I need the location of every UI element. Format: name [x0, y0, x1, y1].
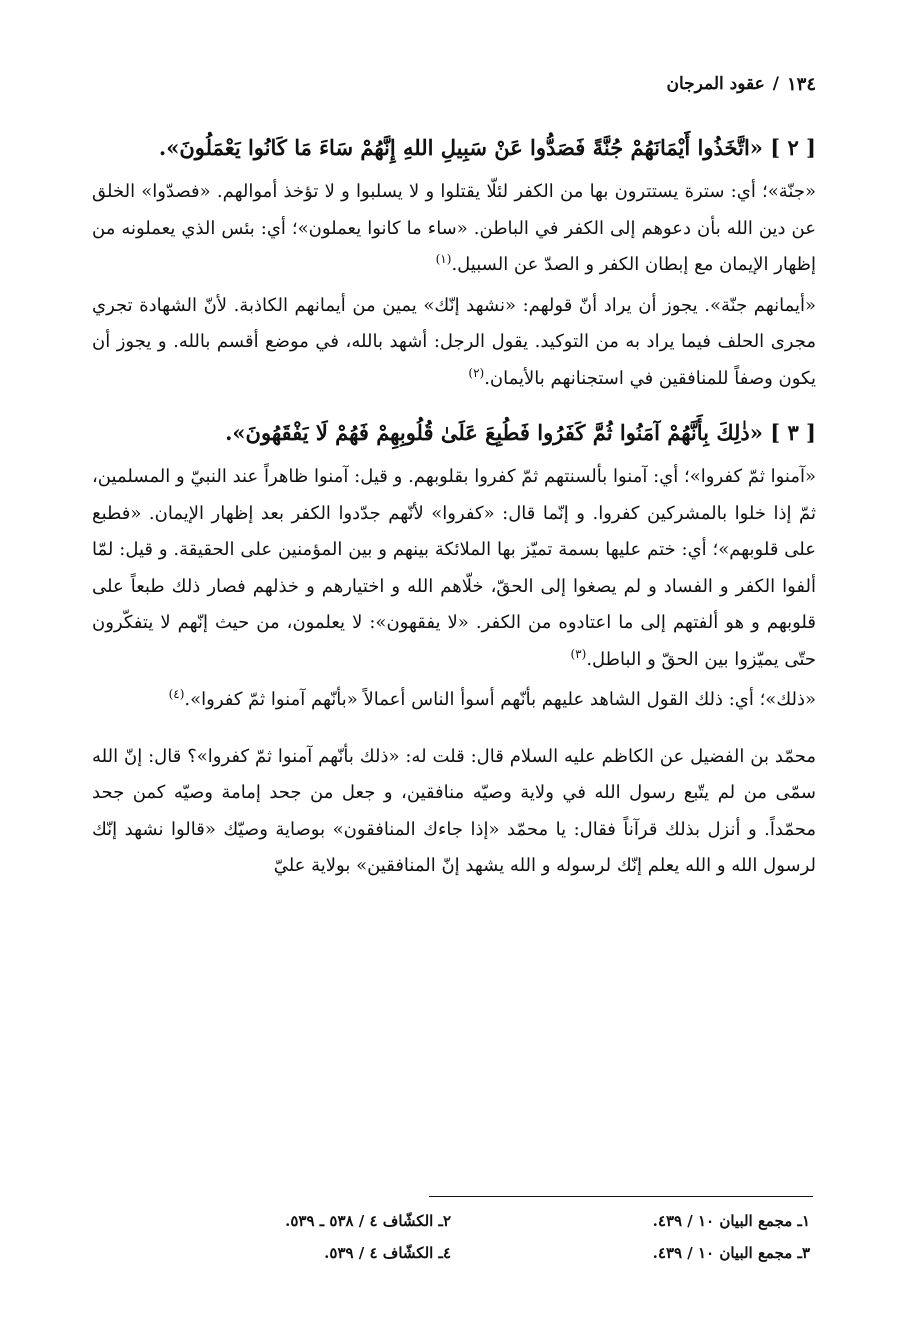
verse-3-heading: [ ٣ ] «ذٰلِكَ بِأَنَّهُمْ آمَنُوا ثُمَّ كَفَرُوا فَطُبِعَ عَلَىٰ قُلُوبِهِمْ فَهُمْ لَا يَفْقَهُونَ». [225, 420, 816, 445]
running-header [92, 74, 816, 95]
footnote-ref-2: (٢) [468, 365, 485, 380]
verse-2-heading: [ ٢ ] «اتَّخَذُوا أَيْمَانَهُمْ جُنَّةً فَصَدُّوا عَنْ سَبِيلِ اللهِ إِنَّهُمْ سَاءَ مَا كَانُوا يَعْمَلُونَ». [158, 135, 816, 160]
footnote-3: ٣ـ مجمع البيان ١٠ / ٤٣٩. [652, 1244, 810, 1262]
footnote-ref-1: (١) [435, 252, 452, 266]
commentary-text: «ذلك»؛ أي: ذلك القول الشاهد عليهم بأنّهم أسوأ الناس أعمالاً «بأنّهم آمنوا ثمّ كفروا». [184, 689, 816, 710]
commentary-paragraph [92, 288, 816, 398]
footnote-2: ٢ـ الكشّاف ٤ / ٥٣٨ ـ ٥٣٩. [285, 1212, 451, 1230]
commentary-paragraph [92, 682, 816, 719]
commentary-text: «آمنوا ثمّ كفروا»؛ أي: آمنوا بألسنتهم ثمّ كفروا بقلوبهم. و قيل: آمنوا ظاهراً عند النبيّ و المسلمين، ثمّ إذا خلوا بالمشركين كفروا. و إنّما قال: «كفروا» لأنّهم جدّدوا الكفر بعد إظهار الإيمان. «فطبع على قلوبهم»؛ أي: ختم عليها بسمة تميّز بها الملائكة بينهم و بين المؤمنين على الحقيقة. و قيل: لمّا ألفوا الكفر و الفساد و لم يصغوا إلى الحقّ، خلّاهم الله و اختيارهم و خذلهم فصار ذلك طبعاً على قلوبهم و هو ألفتهم إلى ما اعتادوه من الكفر. «لا يفقهون»: لا يعلمون، من حيث إنّهم لا يتفكّرون حتّى يميّزوا بين الحقّ و الباطل. [92, 466, 816, 670]
narration-paragraph: محمّد بن الفضيل عن الكاظم عليه السلام قال: قلت له: «ذلك بأنّهم آمنوا ثمّ كفروا»؟ قال: إنّ الله سمّى من لم يتّبع رسول الله في ولاية وصيّه منافقين، و جعل من جحد إمامة وصيّه كمن جحد محمّداً. و أنزل بذلك قرآناً فقال: يا محمّد «إذا جاءك المنافقون» بوصاية وصيّك «قالوا نشهد إنّك لرسول الله و الله يعلم إنّك لرسوله و الله يشهد إنّ المنافقين» بولاية عليّ [92, 745, 816, 876]
footnote-divider [429, 1196, 813, 1197]
page-number: ١٣٤ [786, 74, 816, 95]
book-title: عقود المرجان [666, 74, 765, 94]
commentary-paragraph [92, 459, 816, 678]
footnote-4: ٤ـ الكشّاف ٤ / ٥٣٩. [324, 1244, 451, 1262]
commentary-text: «جنّة»؛ أي: سترة يستترون بها من الكفر لئلّا يقتلوا و لا يسلبوا و لا تؤخذ أموالهم. «فصدّوا» الخلق عن دين الله بأن دعوهم إلى الكفر في الباطن. «ساء ما كانوا يعملون»؛ أي: بئس الذي يعملونه من إظهار الإيمان مع إبطان الكفر و الصدّ عن السبيل. [92, 181, 816, 275]
commentary-paragraph [92, 174, 816, 284]
footnote-ref-4: (٤) [168, 687, 185, 701]
footnote-ref-3: (٣) [570, 646, 587, 661]
main-text [92, 126, 816, 889]
footnote-1: ١ـ مجمع البيان ١٠ / ٤٣٩. [652, 1212, 810, 1230]
footnotes [92, 1212, 810, 1262]
commentary-text: «أيمانهم جنّة». يجوز أن يراد أنّ قولهم: «نشهد إنّك» يمين من أيمانهم الكاذبة. لأنّ الشهادة تجري مجرى الحلف فيما يراد به من التوكيد. يقول الرجل: أشهد بالله، في موضع أقسم بالله. و يجوز أن يكون وصفاً للمنافقين في استجنانهم بالأيمان. [92, 294, 816, 389]
header-separator: / [772, 74, 779, 94]
